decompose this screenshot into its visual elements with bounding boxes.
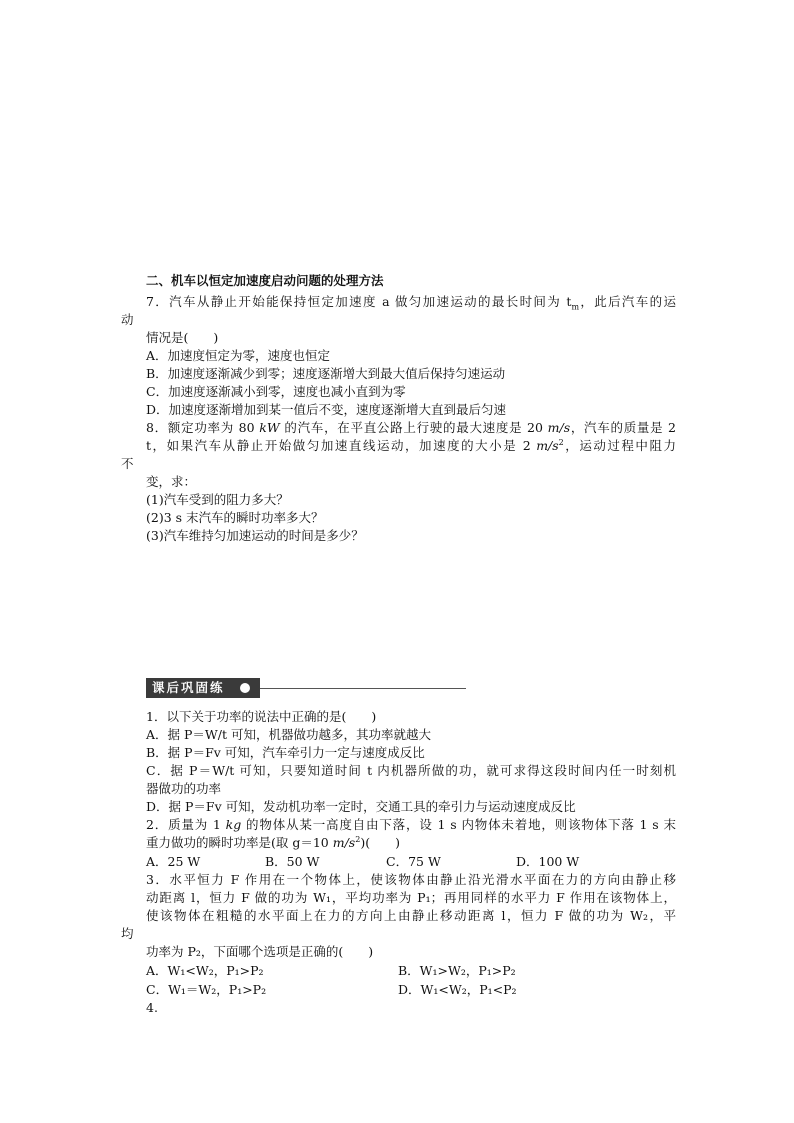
q2-option-d: D．100 W: [516, 854, 580, 869]
section-heading: 二、机车以恒定加速度启动问题的处理方法: [146, 273, 384, 288]
q1-stem: 1．以下关于功率的说法中正确的是( ): [146, 709, 377, 724]
q1-option-c-cont: 器做功的功率: [146, 781, 222, 796]
q8-part-2: (2)3 s 末汽车的瞬时功率多大？: [146, 510, 324, 525]
banner-dot-icon: [240, 683, 250, 693]
q7-line2: 情况是( ): [146, 330, 219, 345]
q2-option-c: C．75 W: [386, 854, 441, 869]
q3-option-c: C．W₁＝W₂，P₁>P₂: [146, 982, 267, 997]
q3-line3: 使该物体在粗糙的水平面上在力的方向上由静止移动距离 l，恒力 F 做的功为 W₂，平: [146, 908, 676, 923]
q7-line1: 7．汽车从静止开始能保持恒定加速度 a 做匀加速运动的最长时间为 $t_m$，此后汽车的运: [146, 294, 676, 312]
q1-option-a: A．据 P＝W/t 可知，机器做功越多，其功率就越大: [146, 727, 431, 742]
q8-part-1: (1)汽车受到的阻力多大？: [146, 492, 289, 507]
q4-label: 4.: [146, 1000, 158, 1015]
q1-option-b: B．据 P＝Fv 可知，汽车牵引力一定与速度成反比: [146, 745, 425, 760]
q3-option-b: B．W₁>W₂，P₁>P₂: [398, 963, 516, 978]
q2-line1: 2．质量为 1 kg 的物体从某一高度自由下落，设 1 s 内物体未着地，则该物体下落 1 s 末: [146, 817, 676, 832]
q2-line2: 重力做功的瞬时功率是(取 g＝10 $m/s^2$)( ): [146, 834, 400, 850]
q8-line3: 变，求：: [146, 474, 197, 489]
q3-option-a: A．W₁<W₂，P₁>P₂: [146, 963, 264, 978]
q1-option-c: C．据 P＝W/t 可知，只要知道时间 t 内机器所做的功，就可求得这段时间内任一时刻机: [146, 763, 676, 778]
q8-wrap: 不: [121, 456, 134, 471]
q8-part-3: (3)汽车维持匀加速运动的时间是多少？: [146, 528, 364, 543]
q3-line2: 动距离 l，恒力 F 做的功为 W₁，平均功率为 P₁；再用同样的水平力 F 作用在该物体上，: [146, 890, 676, 905]
q3-line4: 功率为 P₂，下面哪个选项是正确的( ): [146, 944, 374, 959]
q7-option-d: D．加速度逐渐增加到某一值后不变，速度逐渐增大直到最后匀速: [146, 402, 507, 417]
q7-option-c: C．加速度逐渐减小到零，速度也减小直到为零: [146, 384, 406, 399]
practice-banner: 课后巩固练: [146, 678, 260, 698]
banner-rule: [260, 688, 466, 689]
q3-line1: 3．水平恒力 F 作用在一个物体上，使该物体由静止沿光滑水平面在力的方向由静止移: [146, 872, 676, 887]
q2-option-b: B．50 W: [265, 854, 320, 869]
q8-line2: t，如果汽车从静止开始做匀加速直线运动，加速度的大小是 2 $m/s^2$，运动过程中阻力: [146, 437, 676, 453]
q7-wrap: 动: [121, 312, 134, 327]
q8-line1: 8．额定功率为 80 kW 的汽车，在平直公路上行驶的最大速度是 20 m/s，汽车的质量是 2: [146, 420, 676, 435]
q1-option-d: D．据 P＝Fv 可知，发动机功率一定时，交通工具的牵引力与运动速度成反比: [146, 799, 576, 814]
q3-option-d: D．W₁<W₂，P₁<P₂: [398, 982, 517, 997]
q7-option-a: A．加速度恒定为零，速度也恒定: [146, 348, 331, 363]
q7-option-b: B．加速度逐渐减少到零；速度逐渐增大到最大值后保持匀速运动: [146, 366, 506, 381]
q2-option-a: A．25 W: [146, 854, 201, 869]
q3-wrap: 均: [121, 926, 134, 941]
